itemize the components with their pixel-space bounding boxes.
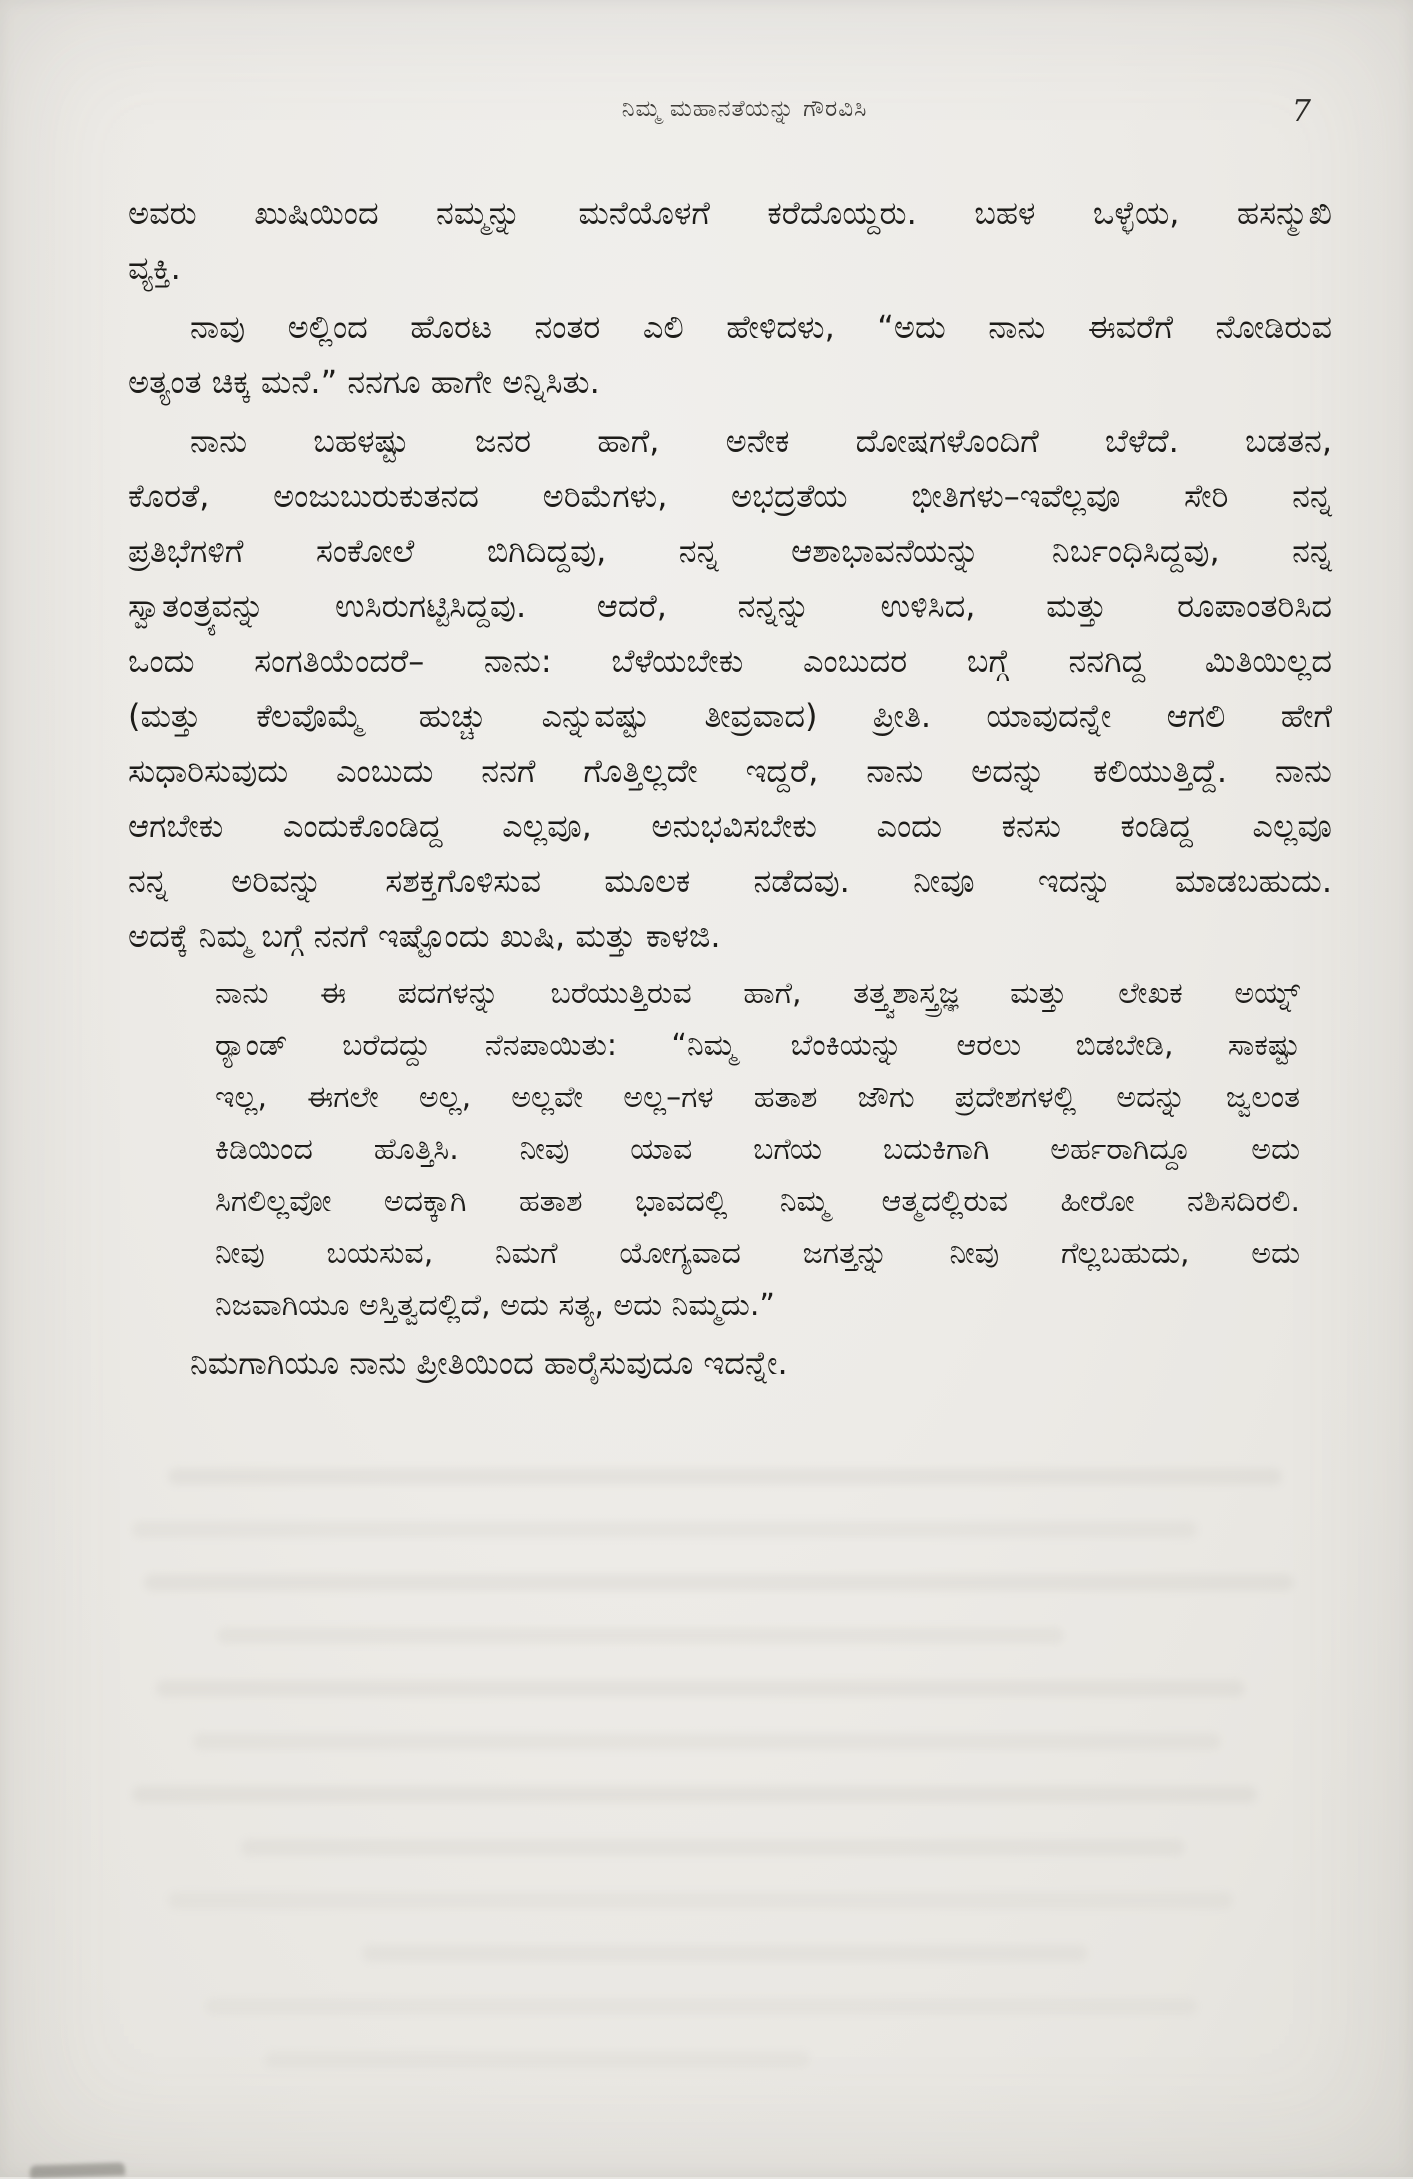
- page-edge-shadow: [30, 2162, 125, 2178]
- quote-line: ಇಲ್ಲ, ಈಗಲೇ ಅಲ್ಲ, ಅಲ್ಲವೇ ಅಲ್ಲ–ಗಳ ಹತಾಶ ಜೌಗು ಪ್ರದೇಶಗಳಲ್ಲಿ ಅದನ್ನು ಜ್ವಲಂತ: [215, 1080, 1300, 1115]
- text-line: ನಾವು ಅಲ್ಲಿಂದ ಹೊರಟ ನಂತರ ಎಲಿ ಹೇಳಿದಳು, “ಅದು ನಾನು ಈವರೆಗೆ ನೋಡಿರುವ: [190, 308, 1332, 346]
- quote-line: ರ‍್ಯಾಂಡ್ ಬರೆದದ್ದು ನೆನಪಾಯಿತು: “ನಿಮ್ಮ ಬೆಂಕಿಯನ್ನು ಆರಲು ಬಿಡಬೇಡಿ, ಸಾಕಷ್ಟು: [215, 1028, 1300, 1063]
- ghost-line: [362, 1945, 1088, 1962]
- text-line: ನನ್ನ ಅರಿವನ್ನು ಸಶಕ್ತಗೊಳಿಸುವ ಮೂಲಕ ನಡೆದವು. ನೀವೂ ಇದನ್ನು ಮಾಡಬಹುದು.: [128, 862, 1332, 900]
- ghost-line: [168, 1468, 1281, 1485]
- quote-line: ಕಿಡಿಯಿಂದ ಹೊತ್ತಿಸಿ. ನೀವು ಯಾವ ಬಗೆಯ ಬದುಕಿಗಾಗಿ ಅರ್ಹರಾಗಿದ್ದೂ ಅದು: [215, 1132, 1300, 1167]
- block-quote: [215, 968, 1300, 1332]
- ghost-line: [193, 1733, 1222, 1750]
- ghost-line: [144, 1574, 1294, 1591]
- ghost-line: [217, 1627, 1064, 1644]
- paragraph-1: [128, 186, 1332, 296]
- text-line: ಸ್ವಾತಂತ್ರ್ಯವನ್ನು ಉಸಿರುಗಟ್ಟಿಸಿದ್ದವು. ಆದರೆ, ನನ್ನನ್ನು ಉಳಿಸಿದ, ಮತ್ತು ರೂಪಾಂತರಿಸಿದ: [128, 587, 1332, 625]
- ghost-line: [156, 1680, 1245, 1697]
- text-line: ನಿಮಗಾಗಿಯೂ ನಾನು ಪ್ರೀತಿಯಿಂದ ಹಾರೈಸುವುದೂ ಇದನ್ನೇ.: [190, 1344, 788, 1382]
- text-line: ಸುಧಾರಿಸುವುದು ಎಂಬುದು ನನಗೆ ಗೊತ್ತಿಲ್ಲದೇ ಇದ್ದರೆ, ನಾನು ಅದನ್ನು ಕಲಿಯುತ್ತಿದ್ದೆ. ನಾನು: [128, 752, 1332, 790]
- quote-line: ನೀವು ಬಯಸುವ, ನಿಮಗೆ ಯೋಗ್ಯವಾದ ಜಗತ್ತನ್ನು ನೀವು ಗೆಲ್ಲಬಹುದು, ಅದು: [215, 1236, 1300, 1271]
- text-line: (ಮತ್ತು ಕೆಲವೊಮ್ಮೆ ಹುಚ್ಚು ಎನ್ನುವಷ್ಟು ತೀವ್ರವಾದ) ಪ್ರೀತಿ. ಯಾವುದನ್ನೇ ಆಗಲಿ ಹೇಗೆ: [128, 697, 1332, 735]
- ghost-line: [168, 1892, 1233, 1909]
- quote-line: ನಾನು ಈ ಪದಗಳನ್ನು ಬರೆಯುತ್ತಿರುವ ಹಾಗೆ, ತತ್ತ್ವಶಾಸ್ತ್ರಜ್ಞ ಮತ್ತು ಲೇಖಕ ಅಯ್ನ್: [215, 976, 1300, 1011]
- quote-line: ನಿಜವಾಗಿಯೂ ಅಸ್ತಿತ್ವದಲ್ಲಿದೆ, ಅದು ಸತ್ಯ, ಅದು ನಿಮ್ಮದು.”: [215, 1288, 775, 1323]
- text-line: ಅದಕ್ಕೆ ನಿಮ್ಮ ಬಗ್ಗೆ ನನಗೆ ಇಷ್ಟೊಂದು ಖುಷಿ, ಮತ್ತು ಕಾಳಜಿ.: [128, 917, 721, 955]
- ghost-line: [132, 1521, 1197, 1538]
- text-line: ಆಗಬೇಕು ಎಂದುಕೊಂಡಿದ್ದ ಎಲ್ಲವೂ, ಅನುಭವಿಸಬೇಕು ಎಂದು ಕನಸು ಕಂಡಿದ್ದ ಎಲ್ಲವೂ: [128, 807, 1332, 845]
- text-line: ನಾನು ಬಹಳಷ್ಟು ಜನರ ಹಾಗೆ, ಅನೇಕ ದೋಷಗಳೊಂದಿಗೆ ಬೆಳೆದೆ. ಬಡತನ,: [190, 422, 1332, 460]
- quote-line: ಸಿಗಲಿಲ್ಲವೋ ಅದಕ್ಕಾಗಿ ಹತಾಶ ಭಾವದಲ್ಲಿ ನಿಮ್ಮ ಆತ್ಮದಲ್ಲಿರುವ ಹೀರೋ ನಶಿಸದಿರಲಿ.: [215, 1184, 1300, 1219]
- text-line: ವ್ಯಕ್ತಿ.: [128, 249, 181, 287]
- ghost-line: [241, 1839, 1185, 1856]
- text-line: ಒಂದು ಸಂಗತಿಯೆಂದರೆ– ನಾನು: ಬೆಳೆಯಬೇಕು ಎಂಬುದರ ಬಗ್ಗೆ ನನಗಿದ್ದ ಮಿತಿಯಿಲ್ಲದ: [128, 642, 1332, 680]
- page-content: [128, 186, 1332, 1391]
- ghost-line: [205, 1998, 1197, 2015]
- text-line: ಕೊರತೆ, ಅಂಜುಬುರುಕುತನದ ಅರಿಮೆಗಳು, ಅಭದ್ರತೆಯ ಭೀತಿಗಳು–ಇವೆಲ್ಲವೂ ಸೇರಿ ನನ್ನ: [128, 477, 1332, 515]
- text-line: ಅತ್ಯಂತ ಚಿಕ್ಕ ಮನೆ.” ನನಗೂ ಹಾಗೇ ಅನ್ನಿಸಿತು.: [128, 363, 600, 401]
- text-line: ಪ್ರತಿಭೆಗಳಿಗೆ ಸಂಕೋಲೆ ಬಿಗಿದಿದ್ದವು, ನನ್ನ ಆಶಾಭಾವನೆಯನ್ನು ನಿರ್ಬಂಧಿಸಿದ್ದವು, ನನ್ನ: [128, 532, 1332, 570]
- text-line: ಅವರು ಖುಷಿಯಿಂದ ನಮ್ಮನ್ನು ಮನೆಯೊಳಗೆ ಕರೆದೊಯ್ದರು. ಬಹಳ ಒಳ್ಳೆಯ, ಹಸನ್ಮುಖಿ: [128, 194, 1332, 232]
- ghost-line: [132, 1786, 1257, 1803]
- ghost-line: [265, 2051, 810, 2068]
- running-header: [0, 96, 1413, 142]
- page-number: 7: [1291, 94, 1311, 129]
- paragraph-3: [128, 414, 1332, 964]
- paragraph-2: [128, 300, 1332, 410]
- running-header-title: ನಿಮ್ಮ ಮಹಾನತೆಯನ್ನು ಗೌರವಿಸಿ: [621, 96, 868, 122]
- closing-paragraph: [128, 1336, 1332, 1391]
- bleed-through-ghost-text: [120, 1468, 1330, 2104]
